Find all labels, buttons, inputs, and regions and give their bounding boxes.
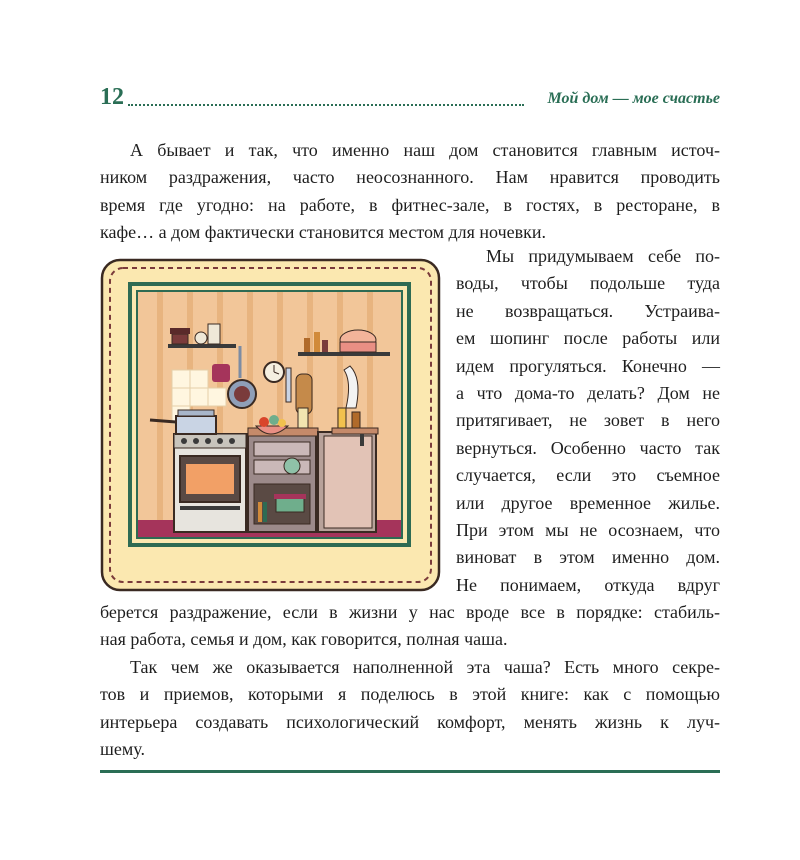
text-line: Так чем же оказывается наполненной эта чаша? Есть много секре- (130, 657, 720, 677)
text-line: шему. (100, 739, 145, 760)
text-line: берется раздражение, если в жизни у нас вроде все в порядке: стабиль- (100, 602, 720, 622)
header-dot-leader (128, 104, 524, 106)
kitchen-illustration (100, 258, 441, 592)
text-line: виноват в этом именно дом. (456, 547, 720, 568)
text-line: тов и приемов, которыми я поделюсь в этой книге: как с помощью (100, 684, 720, 705)
bottom-rule (100, 770, 720, 773)
text-line: интерьера создавать психологический комфорт, менять жизнь к луч- (100, 711, 720, 732)
text-line: ем шопинг после работы или (456, 328, 720, 349)
text-line: При этом мы не осознаем, что (456, 520, 720, 541)
text-line: случается, если это съемное (456, 465, 720, 486)
page-number: 12 (100, 84, 124, 110)
text-line: Не понимаем, откуда вдруг (456, 574, 720, 595)
wrapped-text-column (456, 243, 720, 599)
text-line: или другое временное жилье. (456, 492, 720, 513)
text-line: воды, чтобы подольше туда (456, 273, 720, 294)
text-line: а что дома-то делать? Дом не (456, 383, 720, 404)
text-line: притягивает, не зовет в него (456, 410, 720, 431)
paragraph-1 (100, 137, 720, 247)
text-line: кафе… а дом фактически становится местом для ночевки. (100, 222, 547, 243)
paragraph-3 (100, 654, 720, 764)
text-line: не возвращаться. Устраива- (456, 300, 720, 321)
text-line: Мы придумываем себе по- (486, 246, 720, 266)
text-line: вернуться. Особенно часто так (456, 437, 720, 458)
paragraph-2-continuation (100, 599, 720, 654)
text-line: идем прогуляться. Конечно — (456, 355, 720, 376)
text-line: ная работа, семья и дом, как говорится, полная чаша. (100, 629, 508, 650)
kitchen-illustration-icon (100, 258, 441, 592)
text-line: время где угодно: на работе, в фитнес-зале, в гостях, в ресторане, в (100, 194, 720, 215)
running-header (100, 86, 720, 116)
running-title: Мой дом — мое счастье (547, 90, 720, 107)
text-line: ником раздражения, часто неосознанного. Нам нравится проводить (100, 167, 720, 188)
text-line: А бывает и так, что именно наш дом становится главным источ- (130, 140, 720, 160)
